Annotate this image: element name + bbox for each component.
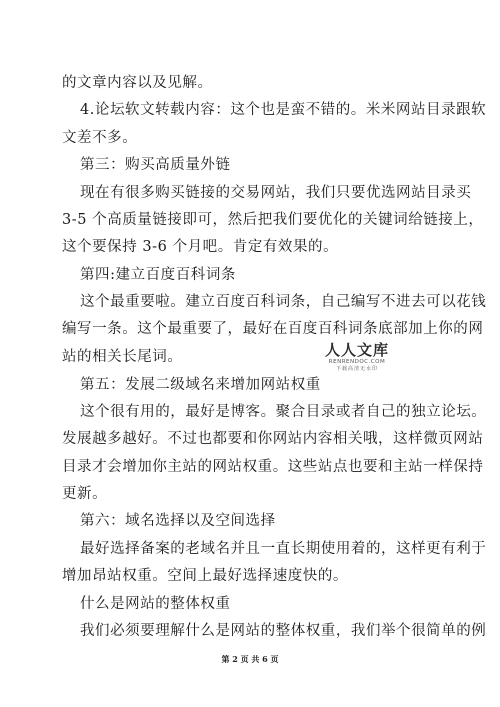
- body-text-line: 这个最重要啦。建立百度百科词条，自己编写不进去可以花钱: [80, 294, 487, 310]
- section-heading: 第五：发展二级域名来增加网站权重: [80, 377, 321, 393]
- section-heading: 第六：域名选择以及空间选择: [80, 513, 276, 529]
- watermark-logo: [322, 343, 392, 372]
- body-text-line: 现在有很多购买链接的交易网站，我们只要优选网站目录买: [80, 185, 472, 201]
- watermark-title: 人人文库: [324, 341, 389, 359]
- body-text-line: 最好选择备案的老域名并且一直长期使用着的，这样更有利于: [80, 541, 487, 557]
- body-text-line: 3-5 个高质量链接即可，然后把我们要优化的关键词给链接上，: [62, 212, 484, 228]
- body-text-line: 这个要保持 3-6 个月吧。肯定有效果的。: [62, 239, 339, 255]
- section-heading: 什么是网站的整体权重: [80, 596, 231, 612]
- body-text-line: 增加昂站权重。空间上最好选择速度快的。: [62, 568, 348, 584]
- watermark-subtitle: 下载高清无水印: [335, 365, 378, 372]
- section-heading: 第四:建立百度百科词条: [80, 267, 236, 283]
- body-text-line: 站的相关长尾词。: [62, 349, 183, 365]
- body-text-line: 我们必须要理解什么是网站的整体权重，我们举个很简单的例: [80, 623, 487, 639]
- page-number-footer: 第 2 页 共 6 页: [221, 654, 279, 664]
- watermark-domain: RENRENDOC.COM: [328, 359, 386, 365]
- body-text-line: 文差不多。: [62, 130, 138, 146]
- body-text-line: 这个很有用的，最好是博客。聚合目录或者自己的独立论坛。: [80, 404, 487, 420]
- body-text-line: 目录才会增加你主站的网站权重。这些站点也要和主站一样保持: [62, 459, 484, 475]
- body-text-line: 4.论坛软文转载内容：这个也是蛮不错的。米米网站目录跟软: [80, 102, 487, 118]
- section-heading: 第三：购买高质量外链: [80, 157, 231, 173]
- body-text-line: 发展越多越好。不过也都要和你网站内容相关哦，这样微页网站: [62, 431, 484, 447]
- body-text-line: 的文章内容以及见解。: [62, 75, 213, 91]
- body-text-line: 编写一条。这个最重要了，最好在百度百科词条底部加上你的网: [62, 321, 484, 337]
- body-text-line: 更新。: [62, 486, 108, 502]
